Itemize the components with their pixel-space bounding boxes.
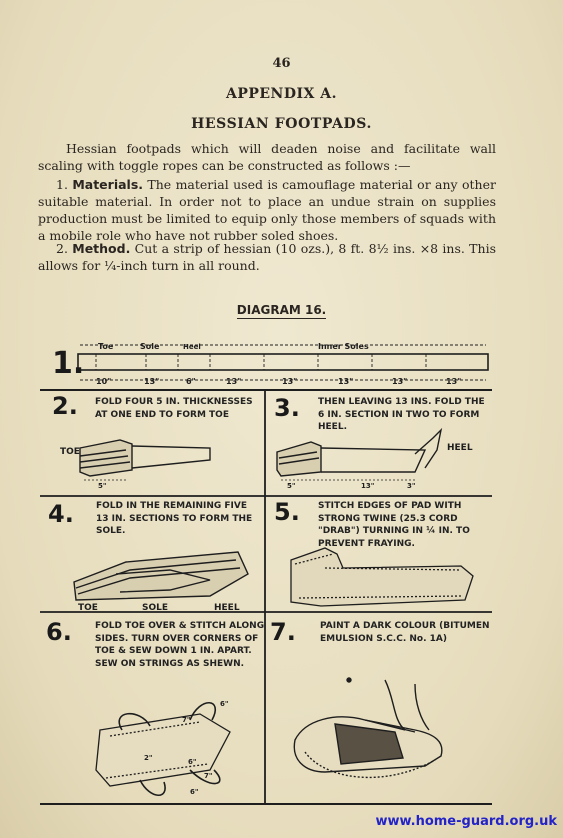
step-6-dim-4: 7" — [204, 772, 213, 780]
step-6-illustration — [40, 690, 265, 804]
intro-paragraph: Hessian footpads which will deaden noise and facilitate wall scaling with toggle ropes can be constructed as follows :— — [38, 141, 496, 173]
step-6-dim-2: 2" — [144, 754, 153, 762]
step-6-dim-3: 6" — [188, 758, 197, 766]
strip-dim-2: 6" — [186, 377, 196, 386]
strip-label-sole: Sole — [140, 342, 160, 351]
step-3-text: THEN LEAVING 13 INS. FOLD THE 6 IN. SECTION IN TWO TO FORM HEEL. — [318, 397, 485, 432]
step-4-illustration — [40, 540, 265, 612]
step-1-number: 1. — [52, 346, 85, 381]
strip-dim-6: 13" — [392, 377, 408, 386]
section-heading: HESSIAN FOOTPADS. — [191, 116, 372, 132]
diagram-title: DIAGRAM 16. — [236, 303, 327, 317]
step-3-dim-2: 3" — [407, 482, 416, 490]
step-3-illustration — [265, 420, 492, 496]
strip-dim-0: 10" — [96, 377, 112, 386]
step-2-text: FOLD FOUR 5 IN. THICKNESSES AT ONE END TO FORM TOE — [95, 397, 253, 420]
strip-dim-4: 13" — [282, 377, 298, 386]
step-2-label-toe: TOE — [60, 447, 80, 457]
step-7-illustration — [265, 660, 492, 804]
step-3-dim-1: 13" — [361, 482, 375, 490]
step-3-dim-0: 5" — [287, 482, 296, 490]
step-7-text: PAINT A DARK COLOUR (BITUMEN EMULSION S.C.C. No. 1A) — [320, 621, 490, 644]
step-6-dim-5: 6" — [190, 788, 199, 796]
page-number: 46 — [272, 56, 291, 71]
step-4-label-toe: TOE — [78, 603, 98, 612]
step-2-illustration — [40, 420, 265, 496]
step-3-number: 3. — [274, 394, 300, 422]
step-4-label-sole: SOLE — [142, 603, 169, 612]
step-5-illustration — [265, 540, 492, 612]
strip-dim-5: 13" — [338, 377, 354, 386]
materials-number: 1. — [56, 177, 68, 192]
step-5-number: 5. — [274, 498, 300, 526]
strip-dim-7: 13" — [446, 377, 462, 386]
step-2-number: 2. — [52, 392, 78, 420]
step-4-text: FOLD IN THE REMAINING FIVE 13 IN. SECTIONS TO FORM THE SOLE. — [96, 501, 253, 536]
step-4-label-heel: HEEL — [214, 603, 240, 612]
step-7-number: 7. — [270, 618, 296, 646]
method-number: 2. — [56, 241, 68, 256]
step-6-dim-0: 6" — [220, 700, 229, 708]
step-3-label-heel: HEEL — [447, 443, 473, 453]
strip-dim-3: 13" — [226, 377, 242, 386]
method-text: Cut a strip of hessian (10 ozs.), 8 ft. 8½ ins. ×8 ins. This allows for ¼-inch turn in all round. — [38, 241, 496, 273]
strip-label-toe: Toe — [98, 342, 114, 351]
strip-label-inner: Inner Soles — [318, 342, 369, 351]
materials-label: Materials. — [72, 177, 144, 192]
method-label: Method. — [72, 241, 131, 256]
materials-text: The material used is camouflage material or any other suitable material. In order not to place an undue strain on supplies production must be limited to equip only those members of squads with a mobile role who have not rubber soled shoes. — [38, 177, 496, 243]
strip-dim-1: 13" — [144, 377, 160, 386]
website-link[interactable]: www.home-guard.org.uk — [375, 814, 557, 829]
appendix-title: APPENDIX A. — [225, 86, 338, 102]
step-2-dim: 5" — [98, 482, 107, 490]
step-6-dim-1: 7" — [182, 716, 191, 724]
strip-label-heel: Heel — [183, 343, 201, 351]
step-4-number: 4. — [48, 500, 74, 528]
step-5-text: STITCH EDGES OF PAD WITH STRONG TWINE (25.3 CORD "DRAB") TURNING IN ¼ IN. TO PREVENT FRAYING. — [318, 501, 470, 549]
step-6-text: FOLD TOE OVER & STITCH ALONG SIDES. TURN OVER CORNERS OF TOE & SEW DOWN 1 IN. APART. SEW ON STRINGS AS SHEWN. — [95, 621, 265, 669]
step-6-number: 6. — [46, 618, 72, 646]
